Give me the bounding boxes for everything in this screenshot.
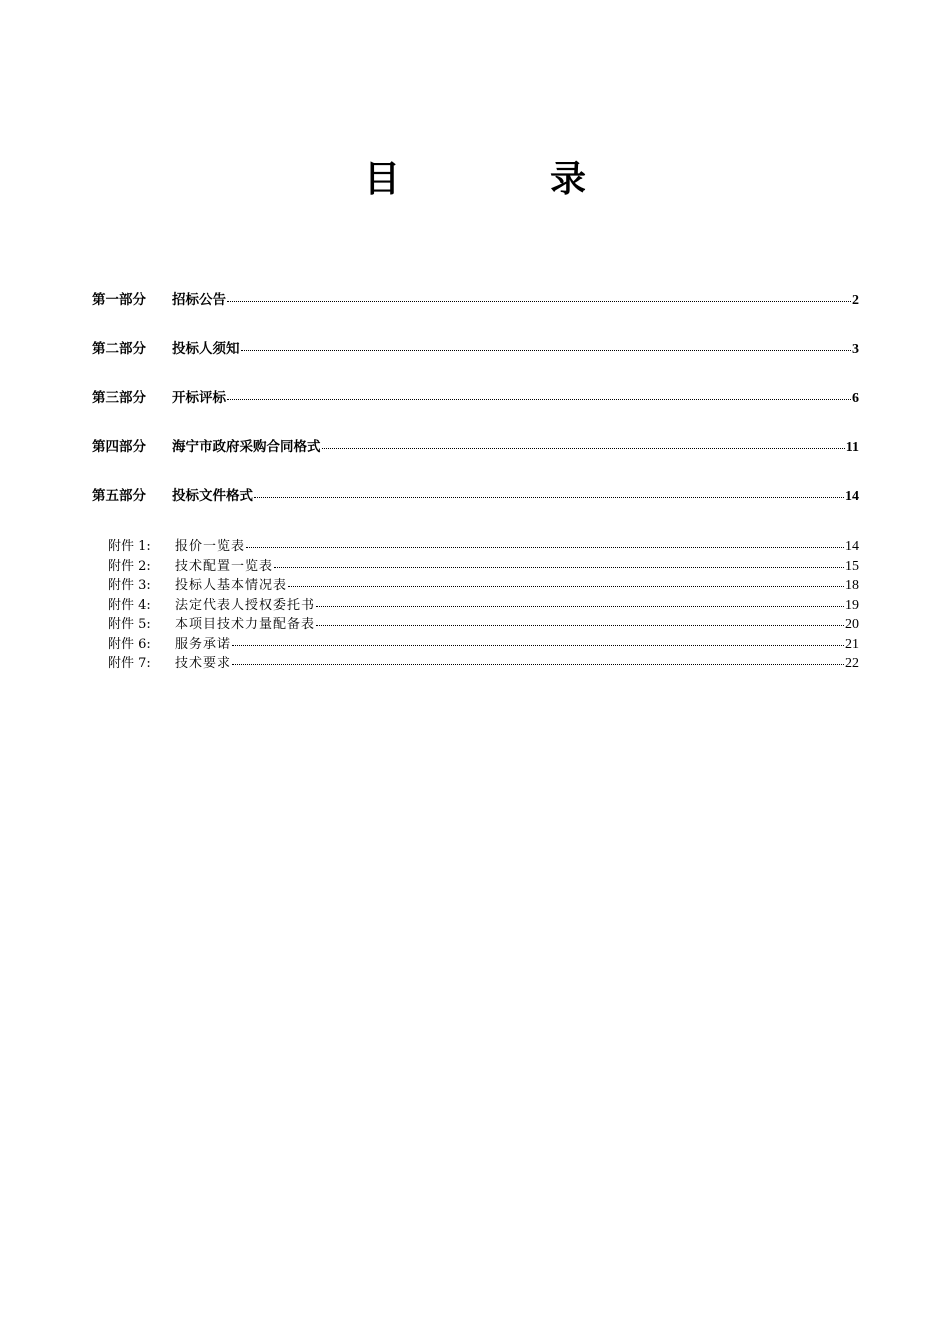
dot-leader [274,567,844,568]
appendix-name: 技术要求 [175,656,232,671]
appendix-label: 附件 1: [108,539,151,554]
appendix-name: 报价一览表 [175,539,246,554]
toc-appendix-list [108,535,859,672]
dot-leader [322,448,845,449]
toc-entry-name: 招标公告 [172,292,226,308]
appendix-label: 附件 7: [108,656,151,671]
toc-appendix-entry[interactable] [108,633,859,653]
title-char-left: 目 [363,159,400,200]
toc-page-number: 21 [845,636,859,652]
toc-page-number: 20 [845,617,859,632]
toc-entry-name: 投标人须知 [172,341,240,357]
toc-page-number: 19 [845,597,859,613]
toc-page-number: 6 [852,391,859,406]
appendix-label: 附件 3: [108,578,151,593]
dot-leader [288,586,844,587]
appendix-label: 附件 2: [108,558,151,574]
title-char-right: 录 [550,159,587,200]
toc-main-entry[interactable] [92,484,859,533]
toc-main-entry[interactable] [92,288,859,337]
appendix-label: 附件 5: [108,617,151,632]
dot-leader [241,350,852,351]
toc-page-number: 14 [845,539,859,554]
toc-page-number: 3 [852,342,859,357]
toc-page-number: 15 [845,558,859,574]
appendix-label: 附件 6: [108,636,151,652]
appendix-name: 法定代表人授权委托书 [175,597,316,613]
dot-leader [316,625,844,626]
page-title [0,158,950,202]
toc-main-entry[interactable] [92,435,859,484]
toc-page-number: 14 [845,489,859,504]
dot-leader [227,301,851,302]
toc-part-label: 第五部分 [92,488,146,504]
dot-leader [316,606,844,607]
dot-leader [246,547,844,548]
toc-appendix-entry[interactable] [108,613,859,633]
dot-leader [232,664,844,665]
appendix-name: 本项目技术力量配备表 [175,617,316,632]
toc-main-list [92,288,859,533]
toc-entry-name: 海宁市政府采购合同格式 [172,439,321,455]
toc-part-label: 第四部分 [92,439,146,455]
dot-leader [232,645,844,646]
appendix-name: 服务承诺 [175,636,232,652]
toc-page-number: 2 [852,293,859,308]
toc-appendix-entry[interactable] [108,574,859,594]
toc-part-label: 第三部分 [92,390,146,406]
toc-appendix-entry[interactable] [108,652,859,672]
toc-appendix-entry[interactable] [108,555,859,575]
toc-entry-name: 投标文件格式 [172,488,253,504]
dot-leader [254,497,844,498]
toc-page-number: 11 [845,440,859,455]
toc-page-number: 22 [845,656,859,671]
toc-main-entry[interactable] [92,386,859,435]
toc-entry-name: 开标评标 [172,390,226,406]
appendix-name: 技术配置一览表 [175,558,274,574]
toc-appendix-entry[interactable] [108,535,859,555]
toc-main-entry[interactable] [92,337,859,386]
dot-leader [227,399,851,400]
toc-part-label: 第二部分 [92,341,146,357]
toc-part-label: 第一部分 [92,292,146,308]
toc-appendix-entry[interactable] [108,594,859,614]
appendix-label: 附件 4: [108,597,151,613]
toc-page-number: 18 [845,578,859,593]
appendix-name: 投标人基本情况表 [175,578,288,593]
